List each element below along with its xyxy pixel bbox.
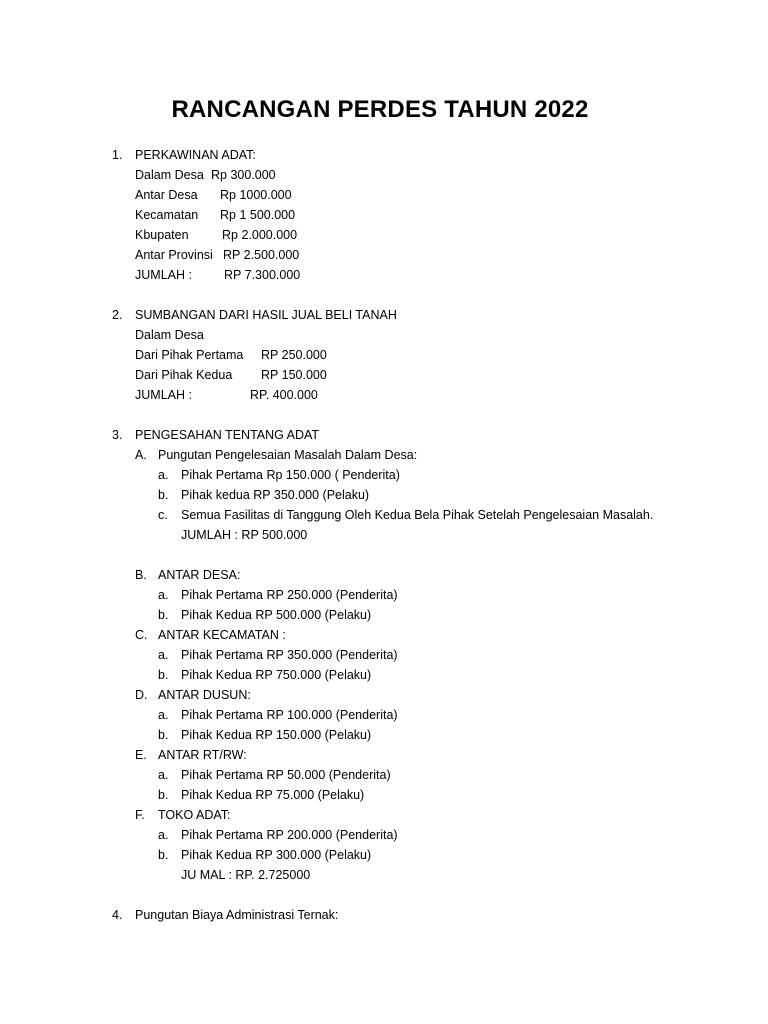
s2-total-value: RP. 400.000 — [250, 388, 318, 402]
s1-row-value: RP 2.500.000 — [223, 248, 300, 262]
item-text: Pihak Kedua RP 500.000 (Pelaku) — [181, 608, 372, 622]
section-3-heading: PENGESAHAN TENTANG ADAT — [135, 428, 320, 442]
item-letter: a. — [158, 828, 169, 842]
item-text: Pihak Kedua RP 75.000 (Pelaku) — [181, 788, 365, 802]
s2-row-value: RP 150.000 — [261, 368, 327, 382]
item-letter: a. — [158, 768, 169, 782]
s1-row-label: Antar Provinsi — [135, 248, 213, 262]
s1-row-label: Kbupaten — [135, 228, 189, 242]
subsection-total: JU MAL : RP. 2.725000 — [181, 868, 311, 882]
item-letter: b. — [158, 668, 169, 682]
s1-row-label: Kecamatan — [135, 208, 199, 222]
s2-row-label: Dari Pihak Pertama — [135, 348, 244, 362]
section-4-number: 4. — [112, 908, 123, 922]
section-2-heading: SUMBANGAN DARI HASIL JUAL BELI TANAH — [135, 308, 397, 322]
section-3-number: 3. — [112, 428, 123, 442]
item-text: Pihak Pertama RP 50.000 (Penderita) — [181, 768, 391, 782]
item-letter: a. — [158, 708, 169, 722]
item-letter: b. — [158, 728, 169, 742]
item-text: Pihak Pertama Rp 150.000 ( Penderita) — [181, 468, 400, 482]
s2-row-label: Dari Pihak Kedua — [135, 368, 233, 382]
section-2-subheading: Dalam Desa — [135, 328, 204, 342]
subsection-total: JUMLAH : RP 500.000 — [181, 528, 308, 542]
s1-total-value: RP 7.300.000 — [224, 268, 301, 282]
s1-row-value: Rp 300.000 — [211, 168, 276, 182]
item-letter: c. — [158, 508, 168, 522]
item-letter: a. — [158, 648, 169, 662]
subsection-heading: ANTAR DESA: — [158, 568, 241, 582]
item-text: Pihak Kedua RP 150.000 (Pelaku) — [181, 728, 372, 742]
item-letter: b. — [158, 788, 169, 802]
subsection-heading: TOKO ADAT: — [158, 808, 231, 822]
item-text: Pihak Kedua RP 300.000 (Pelaku) — [181, 848, 372, 862]
subsection-letter: C. — [135, 628, 148, 642]
item-letter: b. — [158, 608, 169, 622]
section-1-number: 1. — [112, 148, 123, 162]
document-title: RANCANGAN PERDES TAHUN 2022 — [171, 96, 589, 123]
s1-row-value: Rp 1 500.000 — [220, 208, 296, 222]
subsection-letter: E. — [135, 748, 147, 762]
subsection-heading: ANTAR RT/RW: — [158, 748, 247, 762]
item-letter: a. — [158, 468, 169, 482]
item-text: Pihak Pertama RP 100.000 (Penderita) — [181, 708, 398, 722]
subsection-heading: ANTAR KECAMATAN : — [158, 628, 286, 642]
s2-row-value: RP 250.000 — [261, 348, 327, 362]
subsection-letter: B. — [135, 568, 147, 582]
section-2-number: 2. — [112, 308, 123, 322]
s1-total-label: JUMLAH : — [135, 268, 192, 282]
s1-row-value: Rp 1000.000 — [220, 188, 292, 202]
subsection-heading: ANTAR DUSUN: — [158, 688, 251, 702]
s2-total-label: JUMLAH : — [135, 388, 192, 402]
item-letter: b. — [158, 848, 169, 862]
item-text: Pihak Pertama RP 250.000 (Penderita) — [181, 588, 398, 602]
subsection-heading: Pungutan Pengelesaian Masalah Dalam Desa: — [158, 448, 418, 462]
s1-row-value: Rp 2.000.000 — [222, 228, 298, 242]
section-4-heading: Pungutan Biaya Administrasi Ternak: — [135, 908, 339, 922]
s1-row-label: Dalam Desa — [135, 168, 204, 182]
item-text: Pihak Pertama RP 350.000 (Penderita) — [181, 648, 398, 662]
subsection-letter: F. — [135, 808, 145, 822]
item-text: Pihak Kedua RP 750.000 (Pelaku) — [181, 668, 372, 682]
item-letter: b. — [158, 488, 169, 502]
subsection-letter: D. — [135, 688, 148, 702]
s1-row-label: Antar Desa — [135, 188, 198, 202]
item-text: Pihak kedua RP 350.000 (Pelaku) — [181, 488, 370, 502]
section-1-heading: PERKAWINAN ADAT: — [135, 148, 256, 162]
item-letter: a. — [158, 588, 169, 602]
subsection-letter: A. — [135, 448, 147, 462]
item-text: Semua Fasilitas di Tanggung Oleh Kedua Bela Pihak Setelah Pengelesaian Masalah. — [181, 508, 654, 522]
item-text: Pihak Pertama RP 200.000 (Penderita) — [181, 828, 398, 842]
